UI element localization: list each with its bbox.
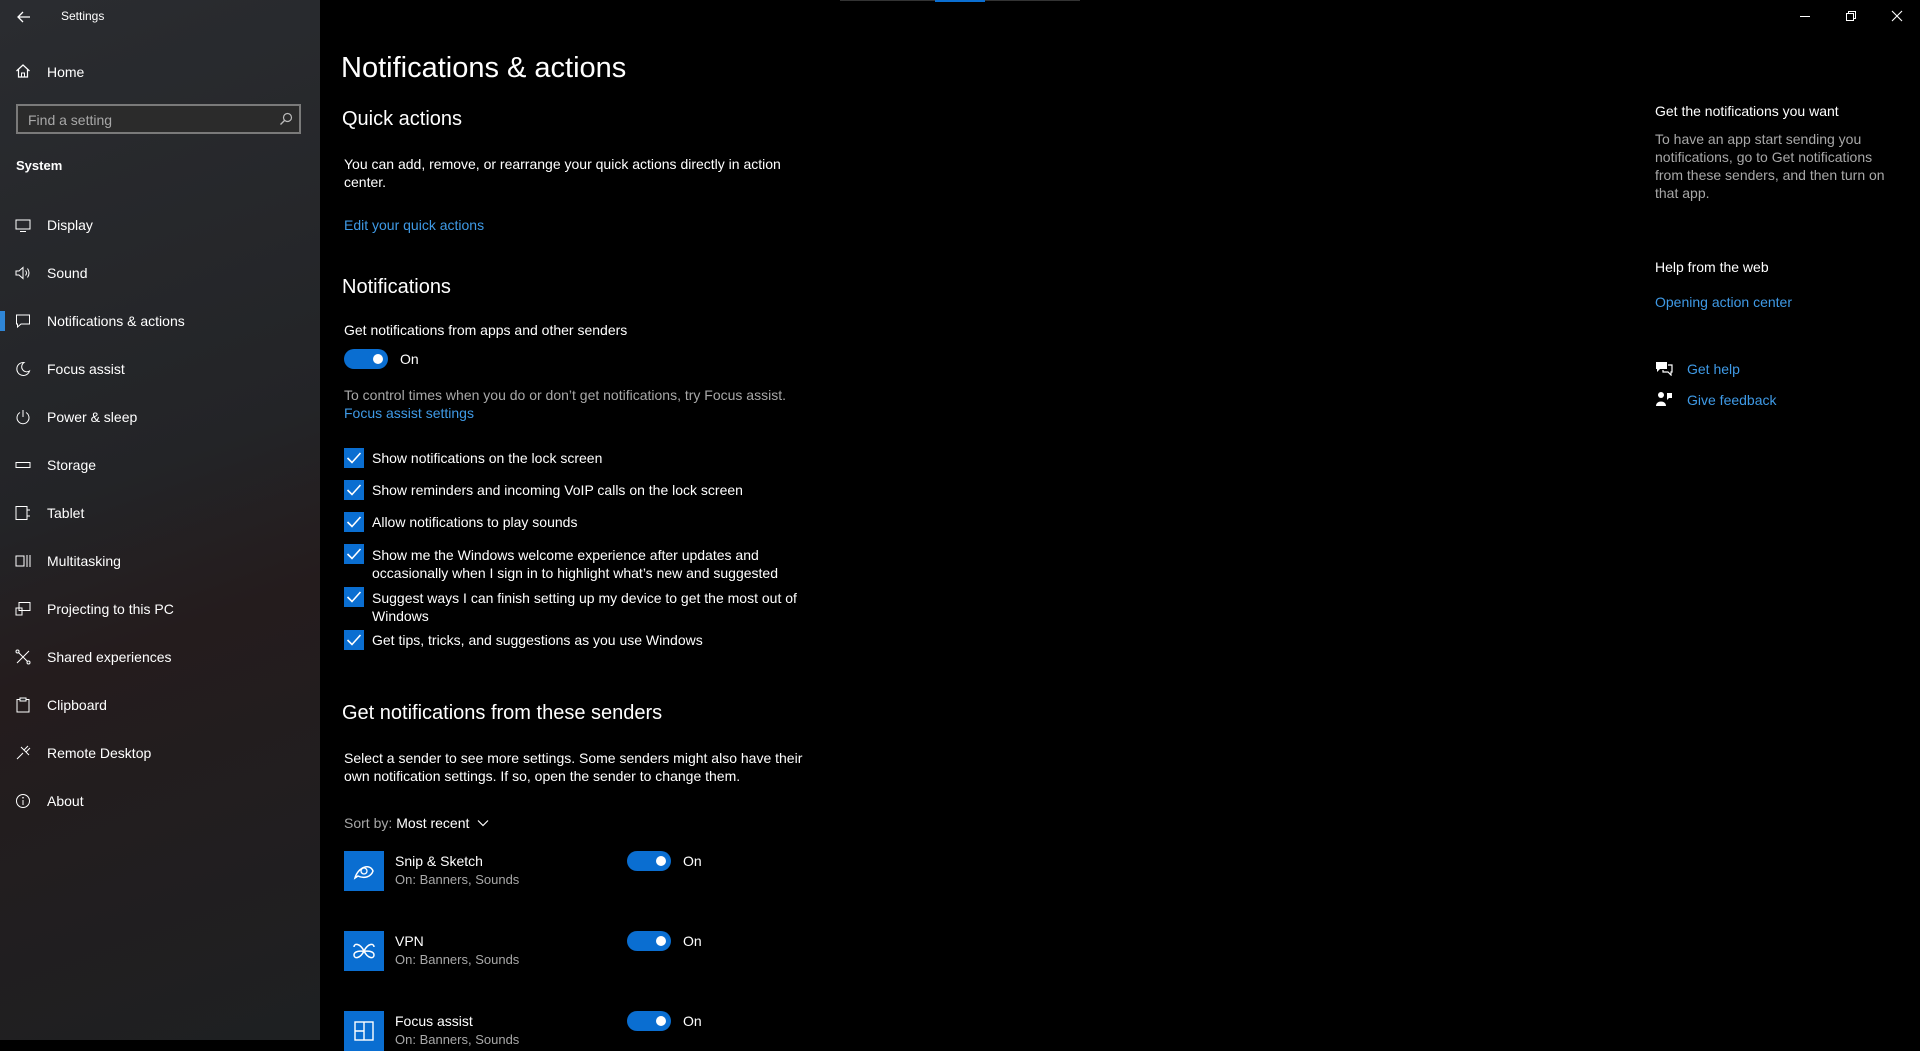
checkbox-label: Suggest ways I can finish setting up my device to get the most out of Windows: [372, 590, 797, 624]
restore-icon: [1845, 10, 1857, 22]
notifications-icon: [15, 313, 31, 329]
welcome-experience-checkbox[interactable]: [344, 544, 364, 564]
sidebar-item-label: About: [47, 793, 84, 809]
sender-name[interactable]: VPN: [395, 933, 424, 949]
restore-button[interactable]: [1828, 0, 1874, 32]
give-feedback-icon: [1655, 391, 1673, 407]
sidebar-item-projecting[interactable]: [0, 589, 320, 629]
power-icon: [15, 409, 31, 425]
notifications-toggle[interactable]: [344, 349, 388, 369]
checkbox-label: Show reminders and incoming VoIP calls on the lock screen: [372, 482, 743, 498]
checkmark-icon: [346, 483, 362, 497]
checkmark-icon: [346, 633, 362, 647]
sidebar-item-label: Multitasking: [47, 553, 121, 569]
display-icon: [15, 217, 31, 233]
sidebar-item-storage[interactable]: [0, 445, 320, 485]
app-title: Settings: [61, 9, 105, 23]
quick-actions-heading: Quick actions: [342, 108, 463, 130]
about-icon: [15, 793, 31, 809]
search-placeholder: Find a setting: [28, 112, 113, 128]
back-button[interactable]: [10, 4, 38, 30]
toggle-knob: [656, 936, 666, 946]
chevron-down-icon: [477, 819, 489, 827]
sidebar-item-home[interactable]: [0, 60, 320, 84]
selection-indicator: [0, 311, 5, 331]
sidebar-item-label: Power & sleep: [47, 409, 138, 425]
back-arrow-icon: [17, 11, 31, 23]
edit-quick-actions-link[interactable]: Edit your quick actions: [344, 217, 485, 233]
sidebar-item-sound[interactable]: [0, 253, 320, 293]
tip-text: To have an app start sending you notifications, go to Get notifications from these senders, and then turn on that app.: [1655, 131, 1885, 201]
checkbox-label: Show me the Windows welcome experience after updates and occasionally when I sign in to highlight what’s new and suggested: [372, 547, 778, 581]
focus-assist-settings-link[interactable]: Focus assist settings: [344, 405, 474, 421]
main-content: [320, 0, 1600, 1047]
quick-actions-description: You can add, remove, or rearrange your quick actions directly in action center.: [344, 156, 781, 190]
sidebar-item-label: Storage: [47, 457, 97, 473]
remote-desktop-icon: [15, 745, 31, 761]
tablet-icon: [15, 505, 31, 521]
finish-setup-checkbox[interactable]: [344, 587, 364, 607]
sender-status: On: Banners, Sounds: [395, 952, 520, 967]
toggle-knob: [656, 856, 666, 866]
storage-icon: [15, 457, 31, 473]
sidebar-item-multitasking[interactable]: [0, 541, 320, 581]
sound-icon: [15, 265, 31, 281]
sidebar-item-label: Sound: [47, 265, 88, 281]
vpn-icon[interactable]: [344, 931, 384, 971]
search-input[interactable]: [16, 104, 301, 134]
get-help-link[interactable]: Get help: [1687, 361, 1740, 377]
clipboard-icon: [15, 697, 31, 713]
snip-sketch-icon[interactable]: [344, 851, 384, 891]
sender-name[interactable]: Snip & Sketch: [395, 853, 483, 869]
sort-dropdown[interactable]: [344, 815, 489, 831]
search-icon[interactable]: [279, 112, 293, 126]
checkmark-icon: [346, 451, 362, 465]
close-icon: [1891, 10, 1903, 22]
sidebar-item-tablet[interactable]: [0, 493, 320, 533]
sidebar-item-power-sleep[interactable]: [0, 397, 320, 437]
checkbox-label: Allow notifications to play sounds: [372, 514, 578, 530]
focus-assist-icon: [15, 361, 31, 377]
sidebar-item-label: Home: [47, 64, 85, 80]
section-heading: System: [16, 158, 63, 173]
senders-description: Select a sender to see more settings. Some senders might also have their own notification settings. If so, open the sender to change them.: [344, 750, 803, 784]
sidebar-item-remote-desktop[interactable]: [0, 733, 320, 773]
sidebar-item-display[interactable]: [0, 205, 320, 245]
projecting-icon: [15, 601, 31, 617]
sidebar: [0, 0, 320, 1040]
sender-toggle-state: On: [683, 933, 702, 949]
checkmark-icon: [346, 547, 362, 561]
shared-experiences-icon: [15, 649, 31, 665]
vpn-toggle[interactable]: [627, 931, 671, 951]
sender-toggle-state: On: [683, 853, 702, 869]
page-title: Notifications & actions: [341, 52, 627, 84]
get-help-icon: [1655, 360, 1673, 376]
checkbox-label: Show notifications on the lock screen: [372, 450, 603, 466]
focus-assist-toggle[interactable]: [627, 1011, 671, 1031]
sender-name[interactable]: Focus assist: [395, 1013, 473, 1029]
snip-sketch-toggle[interactable]: [627, 851, 671, 871]
checkmark-icon: [346, 515, 362, 529]
checkbox-label: Get tips, tricks, and suggestions as you use Windows: [372, 632, 703, 648]
sender-status: On: Banners, Sounds: [395, 1032, 520, 1047]
notifications-toggle-state: On: [400, 351, 419, 367]
sidebar-item-notifications[interactable]: [0, 301, 320, 341]
notification-sounds-checkbox[interactable]: [344, 512, 364, 532]
web-help-heading: Help from the web: [1655, 259, 1769, 275]
checkmark-icon: [346, 590, 362, 604]
sidebar-item-label: Remote Desktop: [47, 745, 152, 761]
home-icon: [15, 63, 31, 79]
tips-tricks-checkbox[interactable]: [344, 630, 364, 650]
give-feedback-link[interactable]: Give feedback: [1687, 392, 1777, 408]
lock-screen-reminders-checkbox[interactable]: [344, 480, 364, 500]
focus-assist-app-icon[interactable]: [344, 1011, 384, 1051]
tip-heading: Get the notifications you want: [1655, 103, 1839, 119]
sidebar-item-focus-assist[interactable]: [0, 349, 320, 389]
focus-assist-text: To control times when you do or don’t get notifications, try Focus assist.: [344, 387, 786, 403]
sort-value: Most recent: [396, 815, 470, 831]
sender-status: On: Banners, Sounds: [395, 872, 520, 887]
sort-label: Sort by:: [344, 815, 393, 831]
multitasking-icon: [15, 553, 31, 569]
sidebar-item-label: Tablet: [47, 505, 85, 521]
sidebar-item-label: Notifications & actions: [47, 313, 185, 329]
notifications-heading: Notifications: [342, 276, 451, 298]
toggle-knob: [373, 354, 383, 364]
notifications-toggle-label: Get notifications from apps and other senders: [344, 322, 628, 338]
minimize-button[interactable]: [1782, 0, 1828, 32]
sidebar-item-about[interactable]: [0, 781, 320, 821]
sidebar-item-label: Clipboard: [47, 697, 107, 713]
sidebar-item-clipboard[interactable]: [0, 685, 320, 725]
sender-toggle-state: On: [683, 1013, 702, 1029]
sidebar-item-label: Focus assist: [47, 361, 125, 377]
sidebar-item-label: Shared experiences: [47, 649, 172, 665]
sidebar-item-shared-experiences[interactable]: [0, 637, 320, 677]
toggle-knob: [656, 1016, 666, 1026]
lock-screen-notifications-checkbox[interactable]: [344, 448, 364, 468]
sidebar-item-label: Projecting to this PC: [47, 601, 174, 617]
sidebar-item-label: Display: [47, 217, 93, 233]
senders-heading: Get notifications from these senders: [342, 702, 663, 724]
opening-action-center-link[interactable]: Opening action center: [1655, 294, 1792, 310]
close-button[interactable]: [1874, 0, 1920, 32]
minimize-icon: [1799, 10, 1811, 22]
